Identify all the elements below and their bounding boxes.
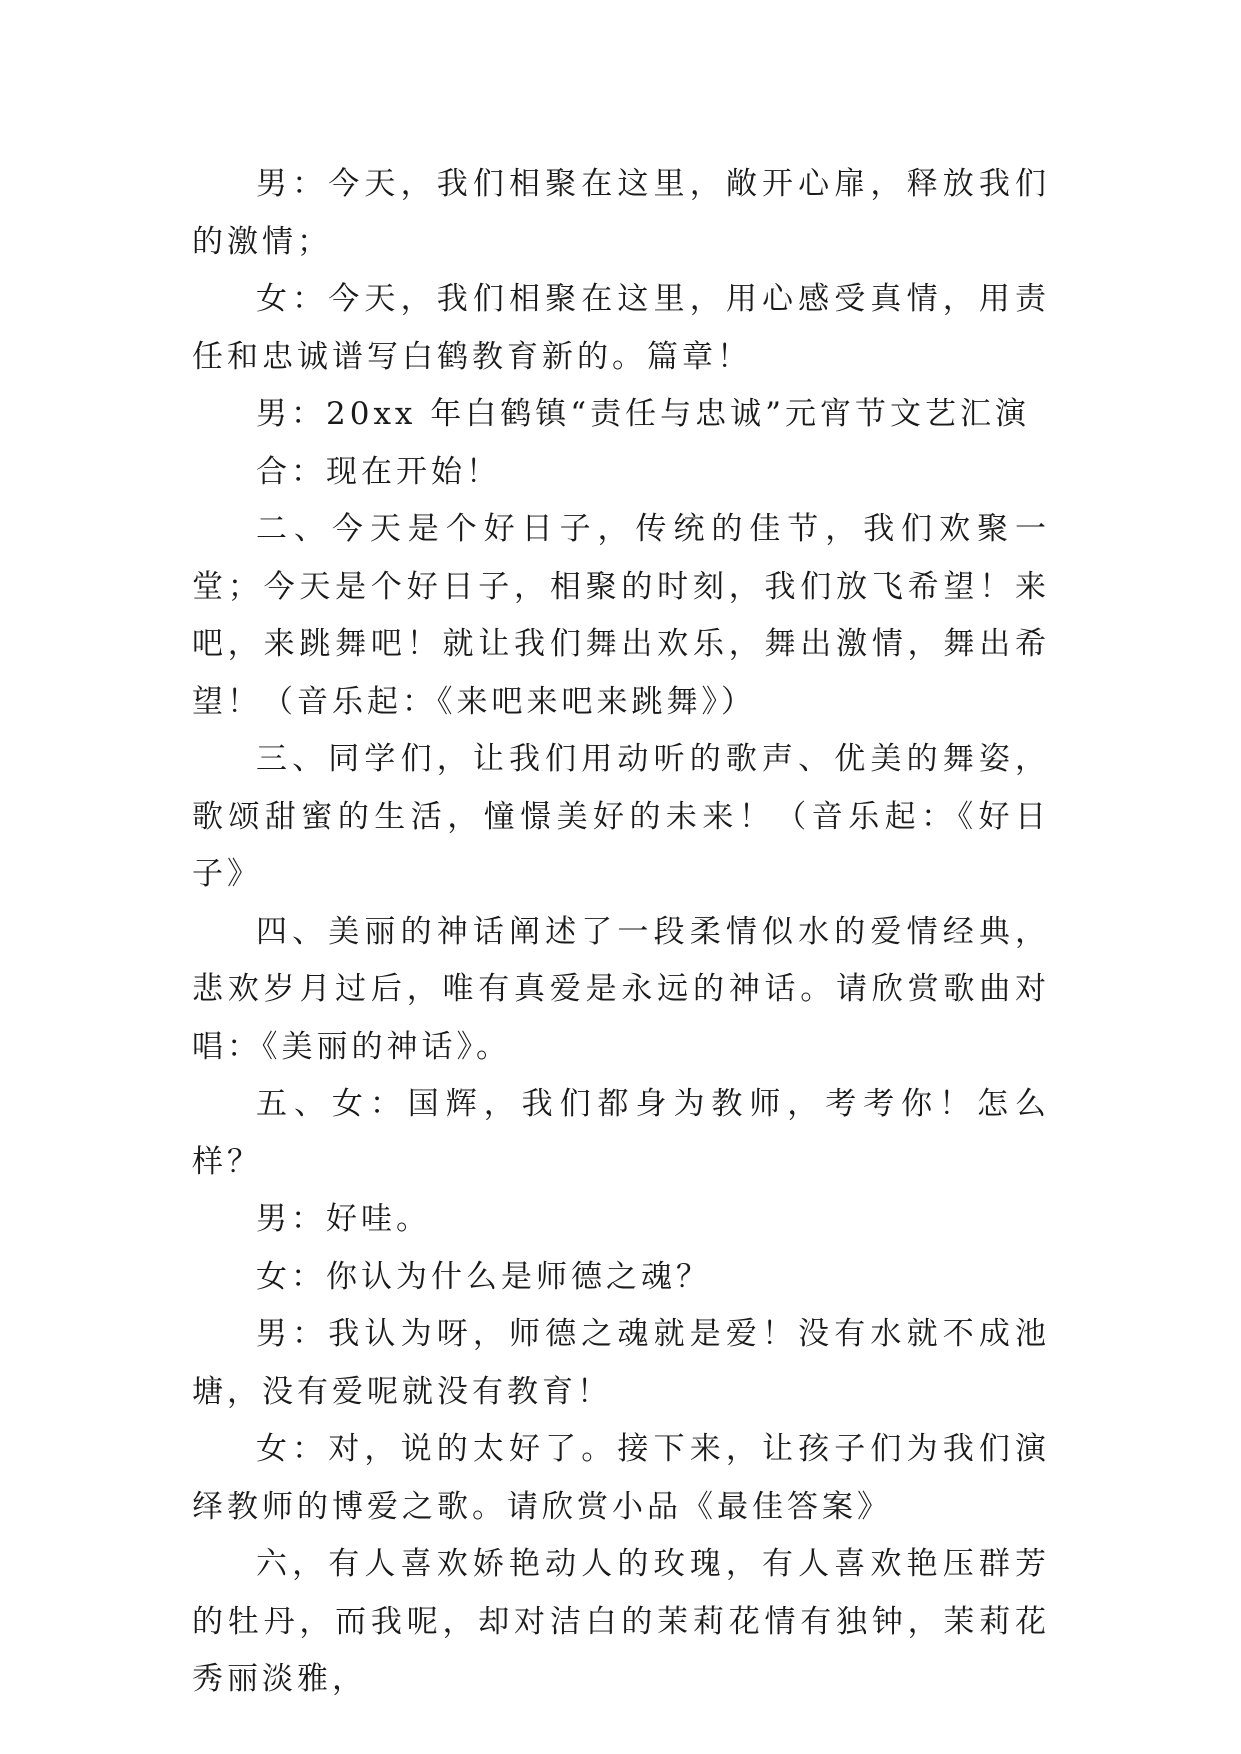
paragraph-1: 男：今天，我们相聚在这里，敞开心扉，释放我们的激情； <box>192 166 1050 260</box>
paragraph-6: 三、同学们，让我们用动听的歌声、优美的舞姿，歌颂甜蜜的生活，憧憬美好的未来！（音乐起：《好日子》 <box>192 741 1050 892</box>
paragraph-2: 女：今天，我们相聚在这里，用心感受真情，用责任和忠诚谱写白鹤教育新的。篇章！ <box>192 281 1050 375</box>
paragraph-8: 五、女：国辉，我们都身为教师，考考你！怎么样？ <box>192 1086 1050 1180</box>
paragraph-13: 六，有人喜欢娇艳动人的玫瑰，有人喜欢艳压群芳的牡丹，而我呢，却对洁白的茉莉花情有独钟，茉莉花秀丽淡雅， <box>192 1546 1050 1697</box>
paragraph-4: 合：现在开始！ <box>256 453 501 490</box>
paragraph-7: 四、美丽的神话阐述了一段柔情似水的爱情经典，悲欢岁月过后，唯有真爱是永远的神话。请欣赏歌曲对唱：《美丽的神话》。 <box>192 913 1050 1065</box>
paragraph-12: 女：对，说的太好了。接下来，让孩子们为我们演绎教师的博爱之歌。请欣赏小品《最佳答案》 <box>192 1431 1050 1525</box>
paragraph-9: 男：好哇。 <box>256 1201 431 1237</box>
paragraph-5: 二、今天是个好日子，传统的佳节，我们欢聚一堂；今天是个好日子，相聚的时刻，我们放飞希望！来吧，来跳舞吧！就让我们舞出欢乐，舞出激情，舞出希望！（音乐起：《来吧来吧来跳舞》） <box>192 511 1050 720</box>
paragraph-10: 女：你认为什么是师德之魂？ <box>256 1258 711 1295</box>
document-body <box>192 156 1050 1709</box>
paragraph-3: 男：20xx 年白鹤镇“责任与忠诚”元宵节文艺汇演 <box>256 396 1030 432</box>
paragraph-11: 男：我认为呀，师德之魂就是爱！没有水就不成池塘，没有爱呢就没有教育！ <box>192 1316 1050 1410</box>
